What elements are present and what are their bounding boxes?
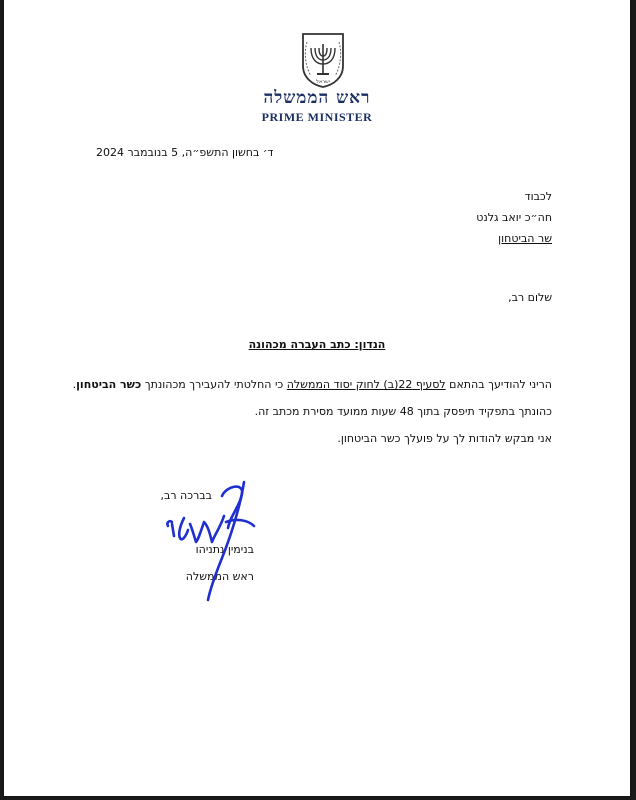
body-text: הריני להודיעך בהתאם [445, 378, 552, 391]
law-reference: לסעיף 22(ב) לחוק יסוד הממשלה [286, 378, 446, 391]
state-emblem-icon [299, 32, 347, 88]
letterhead-title-english: PRIME MINISTER [261, 110, 373, 124]
handwritten-signature [164, 478, 264, 606]
body-text: כי החלטתי להעבירך מכהונתך [141, 378, 287, 391]
signer-title: ראש הממשלה [185, 570, 254, 583]
closing-regards: בברכה רב, [160, 489, 212, 502]
recipient-role: שר הביטחון [498, 232, 552, 245]
letter-page [4, 0, 630, 796]
signer-name: בנימין נתניהו [195, 543, 254, 556]
body-text-bold: כשר הביטחון [76, 378, 142, 391]
letter-date: ד׳ בחשון התשפ״ה, 5 בנובמבר 2024 [96, 146, 274, 159]
body-text: . [72, 378, 77, 391]
subject-line: הנדון: כתב העברה מכהונה [248, 338, 386, 351]
body-paragraph-1 [73, 378, 552, 391]
body-paragraph-3: אני מבקש להודות לך על פועלך כשר הביטחון. [337, 432, 552, 445]
body-paragraph-2: כהונתך בתפקיד תיפסק בתוך 48 שעות ממועד מסירת מכתב זה. [254, 405, 552, 418]
svg-text:ישראל: ישראל [316, 79, 330, 85]
recipient-salutation: לכבוד [524, 190, 552, 203]
greeting: שלום רב, [508, 291, 552, 304]
recipient-name: חה״כ יואב גלנט [476, 211, 552, 224]
letterhead-title-hebrew: ראש הממשלה [263, 88, 371, 108]
